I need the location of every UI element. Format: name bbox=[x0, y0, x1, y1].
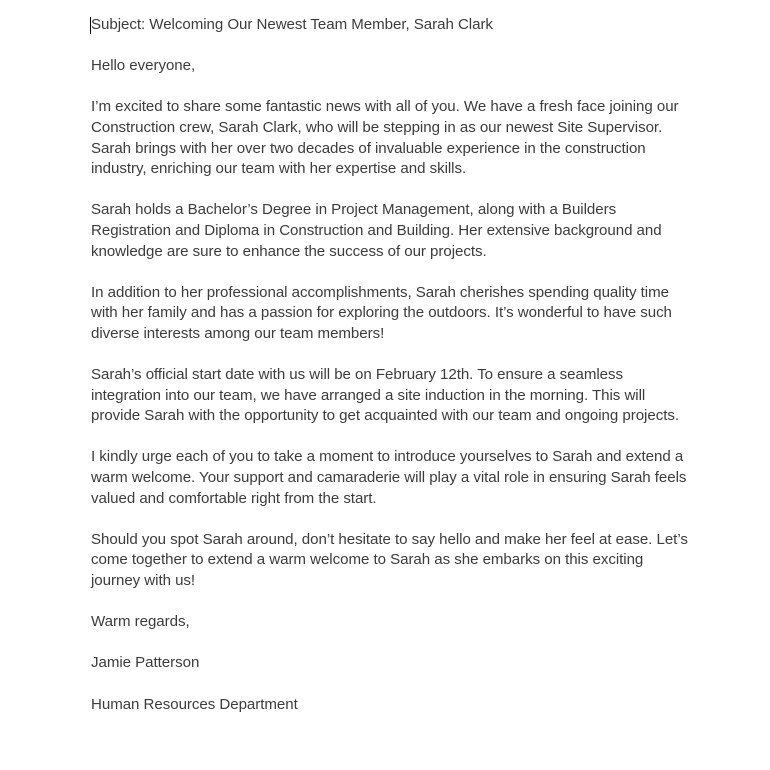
greeting: Hello everyone, bbox=[91, 57, 196, 75]
text-cursor bbox=[90, 17, 91, 34]
sender-name: Jamie Patterson bbox=[91, 654, 200, 672]
email-subject: Subject: Welcoming Our Newest Team Member, Sarah Clark bbox=[91, 16, 493, 33]
closing: Warm regards, bbox=[91, 613, 190, 631]
paragraph-qualifications: Sarah holds a Bachelor’s Degree in Project Management, along with a Builders Registration and Diploma in Construction and Building. Her extensive background and knowledge are sure to enhance the success of our projects. bbox=[91, 201, 662, 260]
paragraph-welcome-request: I kindly urge each of you to take a moment to introduce yourselves to Sarah and extend a warm welcome. Your support and camaraderie will play a vital role in ensuring Sarah feels valued and comfortable right from the start. bbox=[91, 448, 687, 507]
document-body[interactable] bbox=[91, 15, 691, 715]
paragraph-personal: In addition to her professional accomplishments, Sarah cherishes spending quality time with her family and has a passion for exploring the outdoors. It’s wonderful to have such diverse interests among our team members! bbox=[91, 283, 672, 342]
paragraph-start-date: Sarah’s official start date with us will be on February 12th. To ensure a seamless integration into our team, we have arranged a site induction in the morning. This will provide Sarah with the opportunity to get acquainted with our team and ongoing projects. bbox=[91, 366, 679, 425]
paragraph-intro: I’m excited to share some fantastic news with all of you. We have a fresh face joining our Construction crew, Sarah Clark, who will be stepping in as our newest Site Supervisor. Sarah brings with her over two decades of invaluable experience in the construction industry, enriching our team with her expertise and skills. bbox=[91, 98, 679, 178]
paragraph-closing-remarks: Should you spot Sarah around, don’t hesitate to say hello and make her feel at ease. Let’s come together to extend a warm welcome to Sarah as she embarks on this exciting journey with us! bbox=[91, 530, 688, 590]
sender-department: Human Resources Department bbox=[91, 695, 298, 713]
